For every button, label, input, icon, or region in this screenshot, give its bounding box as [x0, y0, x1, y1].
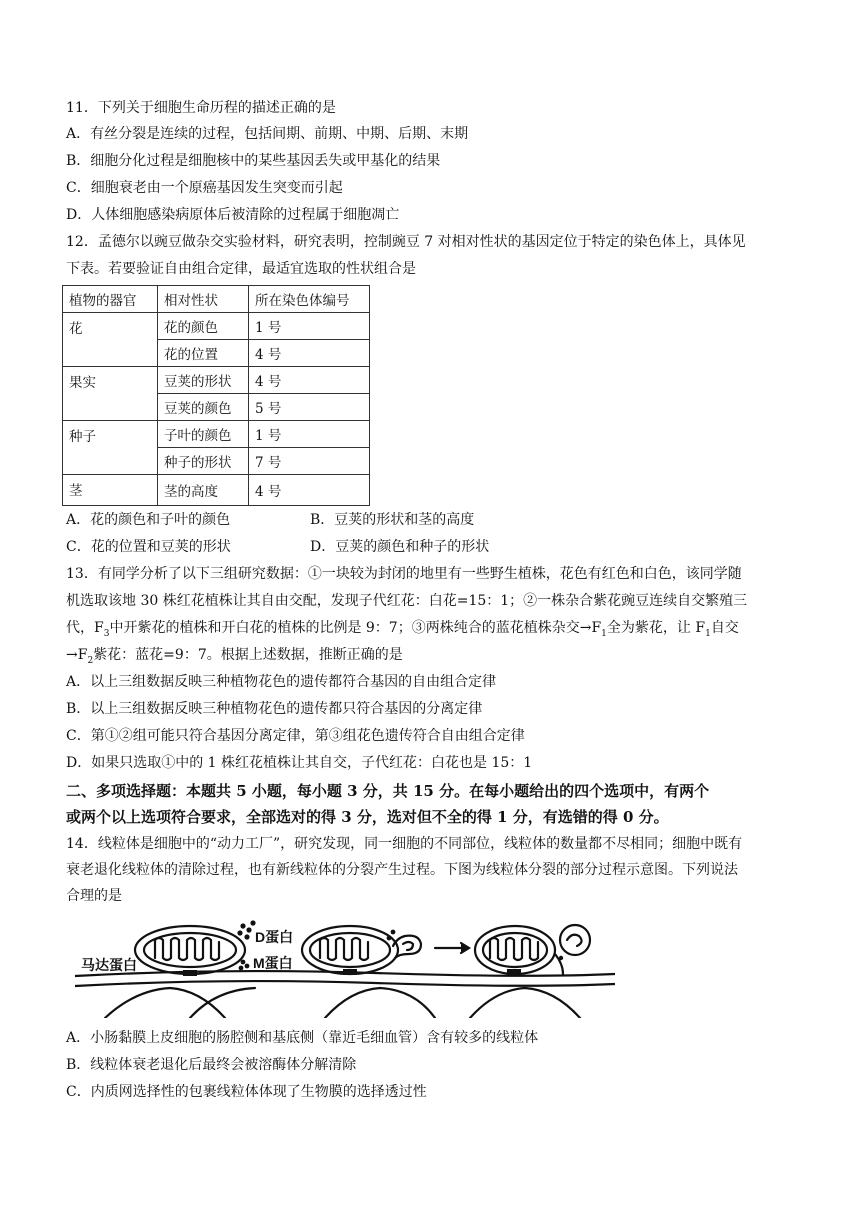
d-protein-label: D蛋白 [255, 929, 294, 945]
table-cell-trait: 豆荚的颜色 [158, 394, 249, 421]
table-cell-chromosome: 5 号 [249, 394, 370, 421]
q13-line-2: 机选取该地 30 株红花植株让其自由交配，发现子代红花：白花=15：1；②一株杂合紫花豌豆连续自交繁殖三 [66, 593, 748, 609]
q12-option-a: A．花的颜色和子叶的颜色 [66, 512, 231, 528]
table-row [63, 367, 370, 394]
q14-line-3: 合理的是 [66, 888, 122, 904]
q11-option-c: C．细胞衰老由一个原癌基因发生突变而引起 [66, 180, 343, 196]
q11-option-a: A．有丝分裂是连续的过程，包括间期、前期、中期、后期、末期 [66, 126, 469, 142]
q12-option-b: B．豆荚的形状和茎的高度 [310, 512, 475, 528]
motor-protein-label: 马达蛋白 [81, 957, 137, 973]
q12-option-d: D．豆荚的颜色和种子的形状 [310, 539, 490, 555]
q14-option-a: A．小肠黏膜上皮细胞的肠腔侧和基底侧（靠近毛细血管）含有较多的线粒体 [66, 1030, 539, 1046]
q13-option-b: B．以上三组数据反映三种植物花色的遗传都只符合基因的分离定律 [66, 701, 483, 717]
q14-option-c: C．内质网选择性的包裹线粒体体现了生物膜的选择透过性 [66, 1084, 427, 1100]
q11-option-d: D．人体细胞感染病原体后被清除的过程属于细胞凋亡 [66, 207, 400, 223]
table-cell-trait: 豆荚的形状 [158, 367, 249, 394]
q13-line-1: 13．有同学分析了以下三组研究数据：①一块较为封闭的地里有一些野生植株，花色有红色和白色，该同学随 [66, 566, 742, 582]
table-cell-chromosome: 1 号 [249, 313, 370, 340]
q11-stem: 11．下列关于细胞生命历程的描述正确的是 [66, 100, 336, 116]
section-2-heading-line-1: 二、多项选择题：本题共 5 小题，每小题 3 分，共 15 分。在每小题给出的四个选项中，有两个 [66, 782, 710, 800]
q12-stem-line-1: 12．孟德尔以豌豆做杂交实验材料，研究表明，控制豌豆 7 对相对性状的基因定位于特定的染色体上，具体见 [66, 234, 746, 250]
table-cell-chromosome: 4 号 [249, 367, 370, 394]
table-cell-organ: 种子 [63, 421, 158, 475]
table-header-row [63, 286, 370, 313]
table-row [63, 421, 370, 448]
q12-option-c: C．花的位置和豆荚的形状 [66, 539, 231, 555]
q13-line-3: 代，$F_3$中开紫花的植株和开白花的植株的比例是 9：7；③两株纯合的蓝花植株杂交$\to F_1$全为紫花，让 $F_1$自交 [66, 620, 739, 639]
table-header-chromosome: 所在染色体编号 [249, 286, 370, 313]
table-cell-chromosome: 7 号 [249, 448, 370, 475]
section-2-heading-line-2: 或两个以上选项符合要求，全部选对的得 3 分，选对但不全的得 1 分，有选错的得 0 分。 [66, 808, 669, 826]
mitochondria-fission-figure [75, 918, 615, 1018]
table-cell-organ: 果实 [63, 367, 158, 421]
table-cell-chromosome: 4 号 [249, 475, 370, 506]
m-protein-label: M蛋白 [253, 955, 293, 971]
q12-stem-line-2: 下表。若要验证自由组合定律，最适宜选取的性状组合是 [66, 261, 416, 277]
table-cell-trait: 子叶的颜色 [158, 421, 249, 448]
q11-option-b: B．细胞分化过程是细胞核中的某些基因丢失或甲基化的结果 [66, 153, 441, 169]
table-row [63, 475, 370, 506]
table-cell-organ: 茎 [63, 475, 158, 506]
table-header-trait: 相对性状 [158, 286, 249, 313]
table-cell-chromosome: 4 号 [249, 340, 370, 367]
table-cell-trait: 花的颜色 [158, 313, 249, 340]
q14-option-b: B．线粒体衰老退化后最终会被溶酶体分解清除 [66, 1057, 357, 1073]
q13-option-d: D．如果只选取①中的 1 株红花植株让其自交，子代红花：白花也是 15：1 [66, 755, 533, 771]
q13-line-4: $\to F_2$紫花：蓝花=9：7。根据上述数据，推断正确的是 [66, 647, 403, 666]
table-cell-trait: 花的位置 [158, 340, 249, 367]
table-cell-trait: 种子的形状 [158, 448, 249, 475]
q14-line-1: 14．线粒体是细胞中的“动力工厂”，研究发现，同一细胞的不同部位，线粒体的数量都不尽相同；细胞中既有 [66, 836, 743, 852]
q14-line-2: 衰老退化线粒体的清除过程，也有新线粒体的分裂产生过程。下图为线粒体分裂的部分过程示意图。下列说法 [66, 862, 738, 878]
table-row [63, 313, 370, 340]
table-cell-organ: 花 [63, 313, 158, 367]
q13-option-c: C．第①②组可能只符合基因分离定律，第③组花色遗传符合自由组合定律 [66, 728, 525, 744]
q13-option-a: A．以上三组数据反映三种植物花色的遗传都符合基因的自由组合定律 [66, 674, 497, 690]
table-cell-trait: 茎的高度 [158, 475, 249, 506]
table-header-organ: 植物的器官 [63, 286, 158, 313]
chromosome-trait-table [62, 285, 370, 506]
table-cell-chromosome: 1 号 [249, 421, 370, 448]
